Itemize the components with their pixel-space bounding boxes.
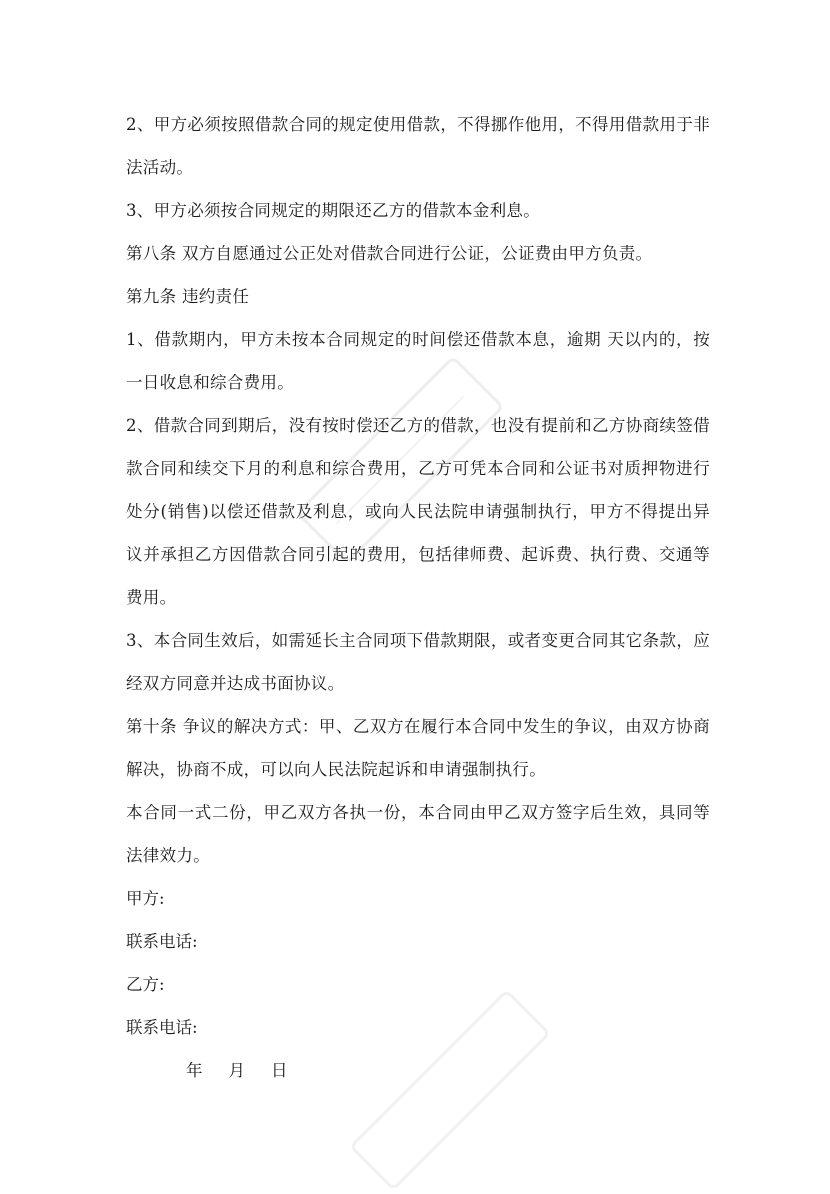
party-a-phone-label: 联系电话: <box>126 932 198 951</box>
contract-body <box>126 103 710 1092</box>
clause-paragraph: 2、借款合同到期后，没有按时偿还乙方的借款，也没有提前和乙方协商续签借款合同和续交下月的利息和综合费用，乙方可凭本合同和公证书对质押物进行处分(销售)以偿还借款及利息，或向人民法院申请强制执行，甲方不得提出异议并承担乙方因借款合同引起的费用，包括律师费、起诉费、执行费、交通等费用。 <box>126 416 710 607</box>
party-b-phone-label: 联系电话: <box>126 1018 198 1037</box>
clause-paragraph: 1、借款期内，甲方未按本合同规定的时间偿还借款本息，逾期 天以内的，按 一日收息和综合费用。 <box>126 330 710 392</box>
article-nine-heading: 第九条 违约责任 <box>126 287 250 306</box>
date-year: 年 <box>186 1061 203 1080</box>
article-ten: 第十条 争议的解决方式：甲、乙双方在履行本合同中发生的争议，由双方协商解决，协商不成，可以向人民法院起诉和申请强制执行。 <box>126 717 710 779</box>
party-b-label: 乙方: <box>126 975 165 994</box>
article-eight: 第八条 双方自愿通过公正处对借款合同进行公证，公证费由甲方负责。 <box>126 244 653 263</box>
clause-paragraph: 3、本合同生效后，如需延长主合同项下借款期限，或者变更合同其它条款，应经双方同意并达成书面协议。 <box>126 631 710 693</box>
clause-paragraph: 2、甲方必须按照借款合同的规定使用借款，不得挪作他用，不得用借款用于非法活动。 <box>126 115 710 177</box>
clause-paragraph: 3、甲方必须按合同规定的期限还乙方的借款本金利息。 <box>126 201 540 220</box>
party-a-label: 甲方: <box>126 889 165 908</box>
signature-date <box>126 1049 710 1092</box>
copies-clause: 本合同一式二份，甲乙双方各执一份，本合同由甲乙双方签字后生效，具同等法律效力。 <box>126 803 710 865</box>
date-day: 日 <box>271 1061 288 1080</box>
date-month: 月 <box>228 1061 245 1080</box>
